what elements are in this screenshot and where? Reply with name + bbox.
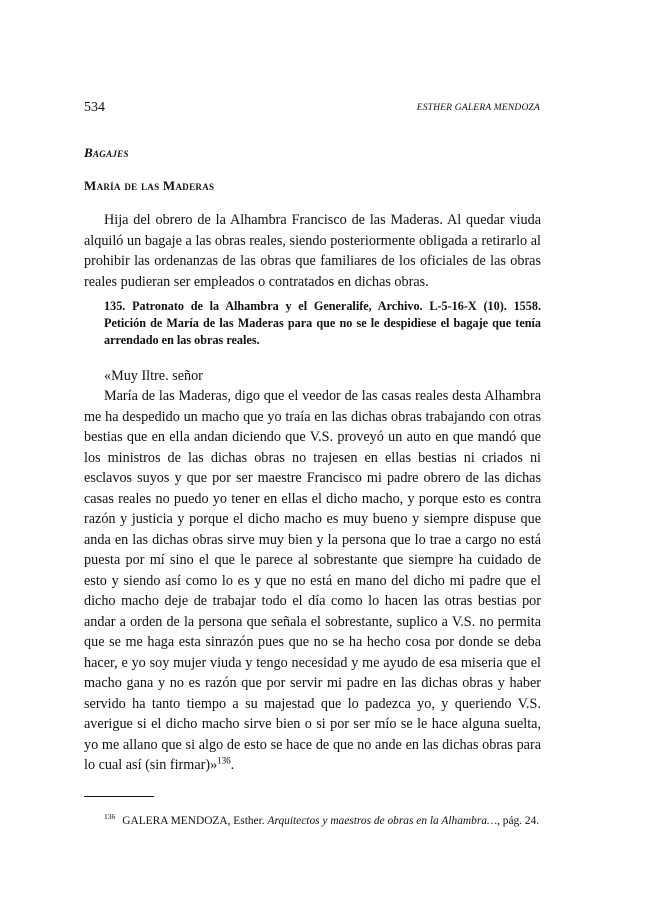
document-heading: 135. Patronato de la Alhambra y el Generalife, Archivo. L-5-16-X (10). 1558. Petición de María de las Maderas para que no se le despidiese el bagaje que tenía arrendado en las obras reales. bbox=[104, 299, 541, 347]
footnote bbox=[104, 809, 544, 829]
footnote-title: Arquitectos y maestros de obras en la Alhambra… bbox=[267, 814, 498, 827]
page-number: 534 bbox=[84, 100, 105, 115]
footnote-number: 136 bbox=[104, 812, 116, 821]
document-salutation: «Muy Iltre. señor bbox=[104, 368, 203, 384]
intro-paragraph: Hija del obrero de la Alhambra Francisco de las Maderas. Al quedar viuda alquiló un bagaje a las obras reales, siendo posteriormente obligada a retirarlo al prohibir las ordenanzas de las obras que familiares de los oficiales de las obras reales pudieran ser empleados o contratados en dichas obras. bbox=[84, 212, 541, 290]
running-head: ESTHER GALERA MENDOZA bbox=[416, 103, 540, 113]
subsection-title: María de las Maderas bbox=[84, 178, 215, 193]
footnote-divider bbox=[84, 796, 154, 797]
footnote-author: GALERA MENDOZA, Esther. bbox=[122, 814, 265, 827]
petition-end: . bbox=[230, 757, 235, 773]
section-title: Bagajes bbox=[84, 145, 129, 160]
footnote-pages: , pág. 24. bbox=[497, 814, 540, 827]
footnote-reference[interactable]: 136 bbox=[217, 755, 231, 766]
petition-text: María de las Maderas, digo que el veedor de las casas reales desta Alhambra me ha despedido un macho que yo traía en las dichas obras trabajando con otras bestias que en ella andan diciendo que V.S. proveyó un auto en que mandó que los ministros de las dichas obras no trajesen en ellas bestias ni criados ni esclavos suyos y que por ser maestre Francisco mi padre obrero de las dichas casas reales no puedo yo tener en ellas el dicho macho, y porque esto es contra razón y justicia y porque el dicho macho es muy bueno y siempre dispuse que anda en las dichas obras sirve muy bien y la persona que lo trae a cargo no está puesta por mí sino el que le parece al sobrestante que siempre ha cuidado de esto y siendo así como lo es y que no está en mano del dicho mi padre que el dicho macho deje de trabajar todo el día como lo hacen las otras bestias por andar a orden de la persona que señala el sobrestante, suplico a V.S. no permita que se me haga esta sinrazón pues que no se ha hecho cosa por donde se deba hacer, e yo soy mujer viuda y tengo necesidad y me ayudo de esa miseria que el macho gana y no es razón que por servir mi padre en las dichas obras y haber servido ha tanto tiempo a su majestad que lo padezca yo, y queriendo V.S. averigue si el dicho macho sirve bien o si por ser mío se le hace alguna suelta, yo me allano que si algo de esto se hace de que no ande en las dichas obras para lo cual así (sin firmar)» bbox=[84, 388, 541, 773]
petition-paragraph bbox=[84, 386, 541, 776]
